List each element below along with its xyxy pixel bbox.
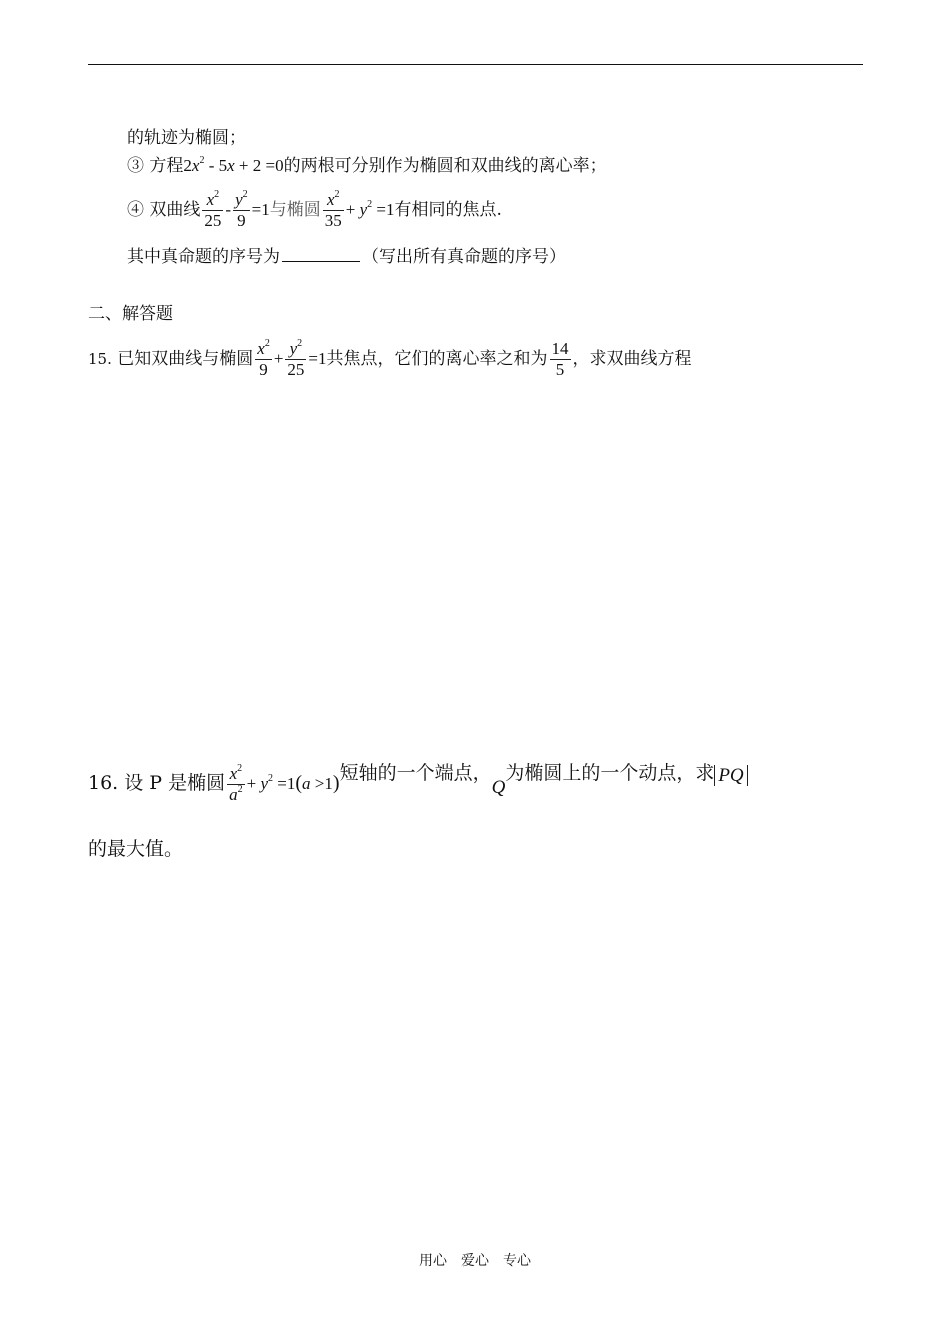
- item-4-mid: 与椭圆: [269, 200, 321, 220]
- fraction-x2-9: $\frac{x^2}{9}$: [257, 338, 270, 379]
- footer-word-1: 用心: [419, 1253, 447, 1269]
- item-4: [127, 187, 502, 236]
- question-number: 15.: [88, 350, 112, 368]
- header-rule: [88, 64, 863, 65]
- q15-tail: ，求双曲线方程: [572, 349, 692, 369]
- question-16: [88, 758, 748, 812]
- q15-mid: 共焦点，它们的离心率之和为: [326, 349, 548, 369]
- question-number: 16.: [88, 772, 119, 794]
- fraction-y2-9: $\frac{y^2}{9}$: [235, 189, 248, 230]
- item-marker-4: ④: [127, 200, 144, 220]
- continuation-text: 的轨迹为椭圆；: [127, 128, 246, 148]
- fraction-x2-35: $\frac{x^2}{35}$: [324, 189, 342, 230]
- item-4-tail: 有相同的焦点.: [394, 200, 502, 220]
- equals-one: =1: [308, 349, 327, 368]
- item-4-lead: 双曲线: [149, 200, 201, 220]
- point-q: Q: [491, 777, 506, 798]
- q16-lead: 设 P 是椭圆: [124, 772, 226, 794]
- item-3-tail: 的两根可分别作为椭圆和双曲线的离心率；: [283, 156, 607, 176]
- footer-word-3: 专心: [503, 1253, 531, 1269]
- answer-lead: 其中真命题的序号为: [127, 247, 280, 267]
- answer-tail: （写出所有真命题的序号）: [362, 247, 566, 267]
- equation-quadratic: $2x^2 - 5x + 2 =0$: [183, 155, 284, 175]
- q16-mid: 短轴的一个端点，: [339, 762, 492, 784]
- q16-line-2: 的最大值。: [88, 838, 184, 860]
- answer-blank[interactable]: [282, 247, 360, 262]
- fraction-x2-a2: $\frac{x^2}{a^2}$: [229, 762, 243, 804]
- q15-lead: 已知双曲线与椭圆: [117, 349, 254, 369]
- question-15: [88, 336, 692, 382]
- absolute-pq: PQ: [714, 765, 747, 786]
- page-footer: [0, 1250, 950, 1270]
- equals-one: =1: [251, 200, 270, 219]
- footer-word-2: 爱心: [461, 1253, 489, 1269]
- fraction-x2-25: $\frac{x^2}{25}$: [204, 189, 222, 230]
- item-marker-3: ③: [127, 156, 144, 176]
- y-squared-term: + $y^2 =1$: [345, 199, 395, 219]
- q16-mid2: 为椭圆上的一个动点，求: [505, 762, 715, 784]
- minus-sign: -: [225, 200, 232, 219]
- item-3-lead: 方程: [149, 156, 184, 176]
- y-squared-term: + $y^2 =1(a >1)$: [246, 772, 340, 794]
- section-title: 二、解答题: [88, 304, 173, 324]
- item-3: [127, 157, 607, 175]
- continuation-line: [127, 130, 246, 147]
- plus-sign: +: [273, 349, 284, 368]
- fraction-y2-25: $\frac{y^2}{25}$: [287, 338, 305, 379]
- fraction-14-5: $\frac{14}{5}$: [551, 339, 569, 379]
- answer-prompt: [127, 247, 566, 266]
